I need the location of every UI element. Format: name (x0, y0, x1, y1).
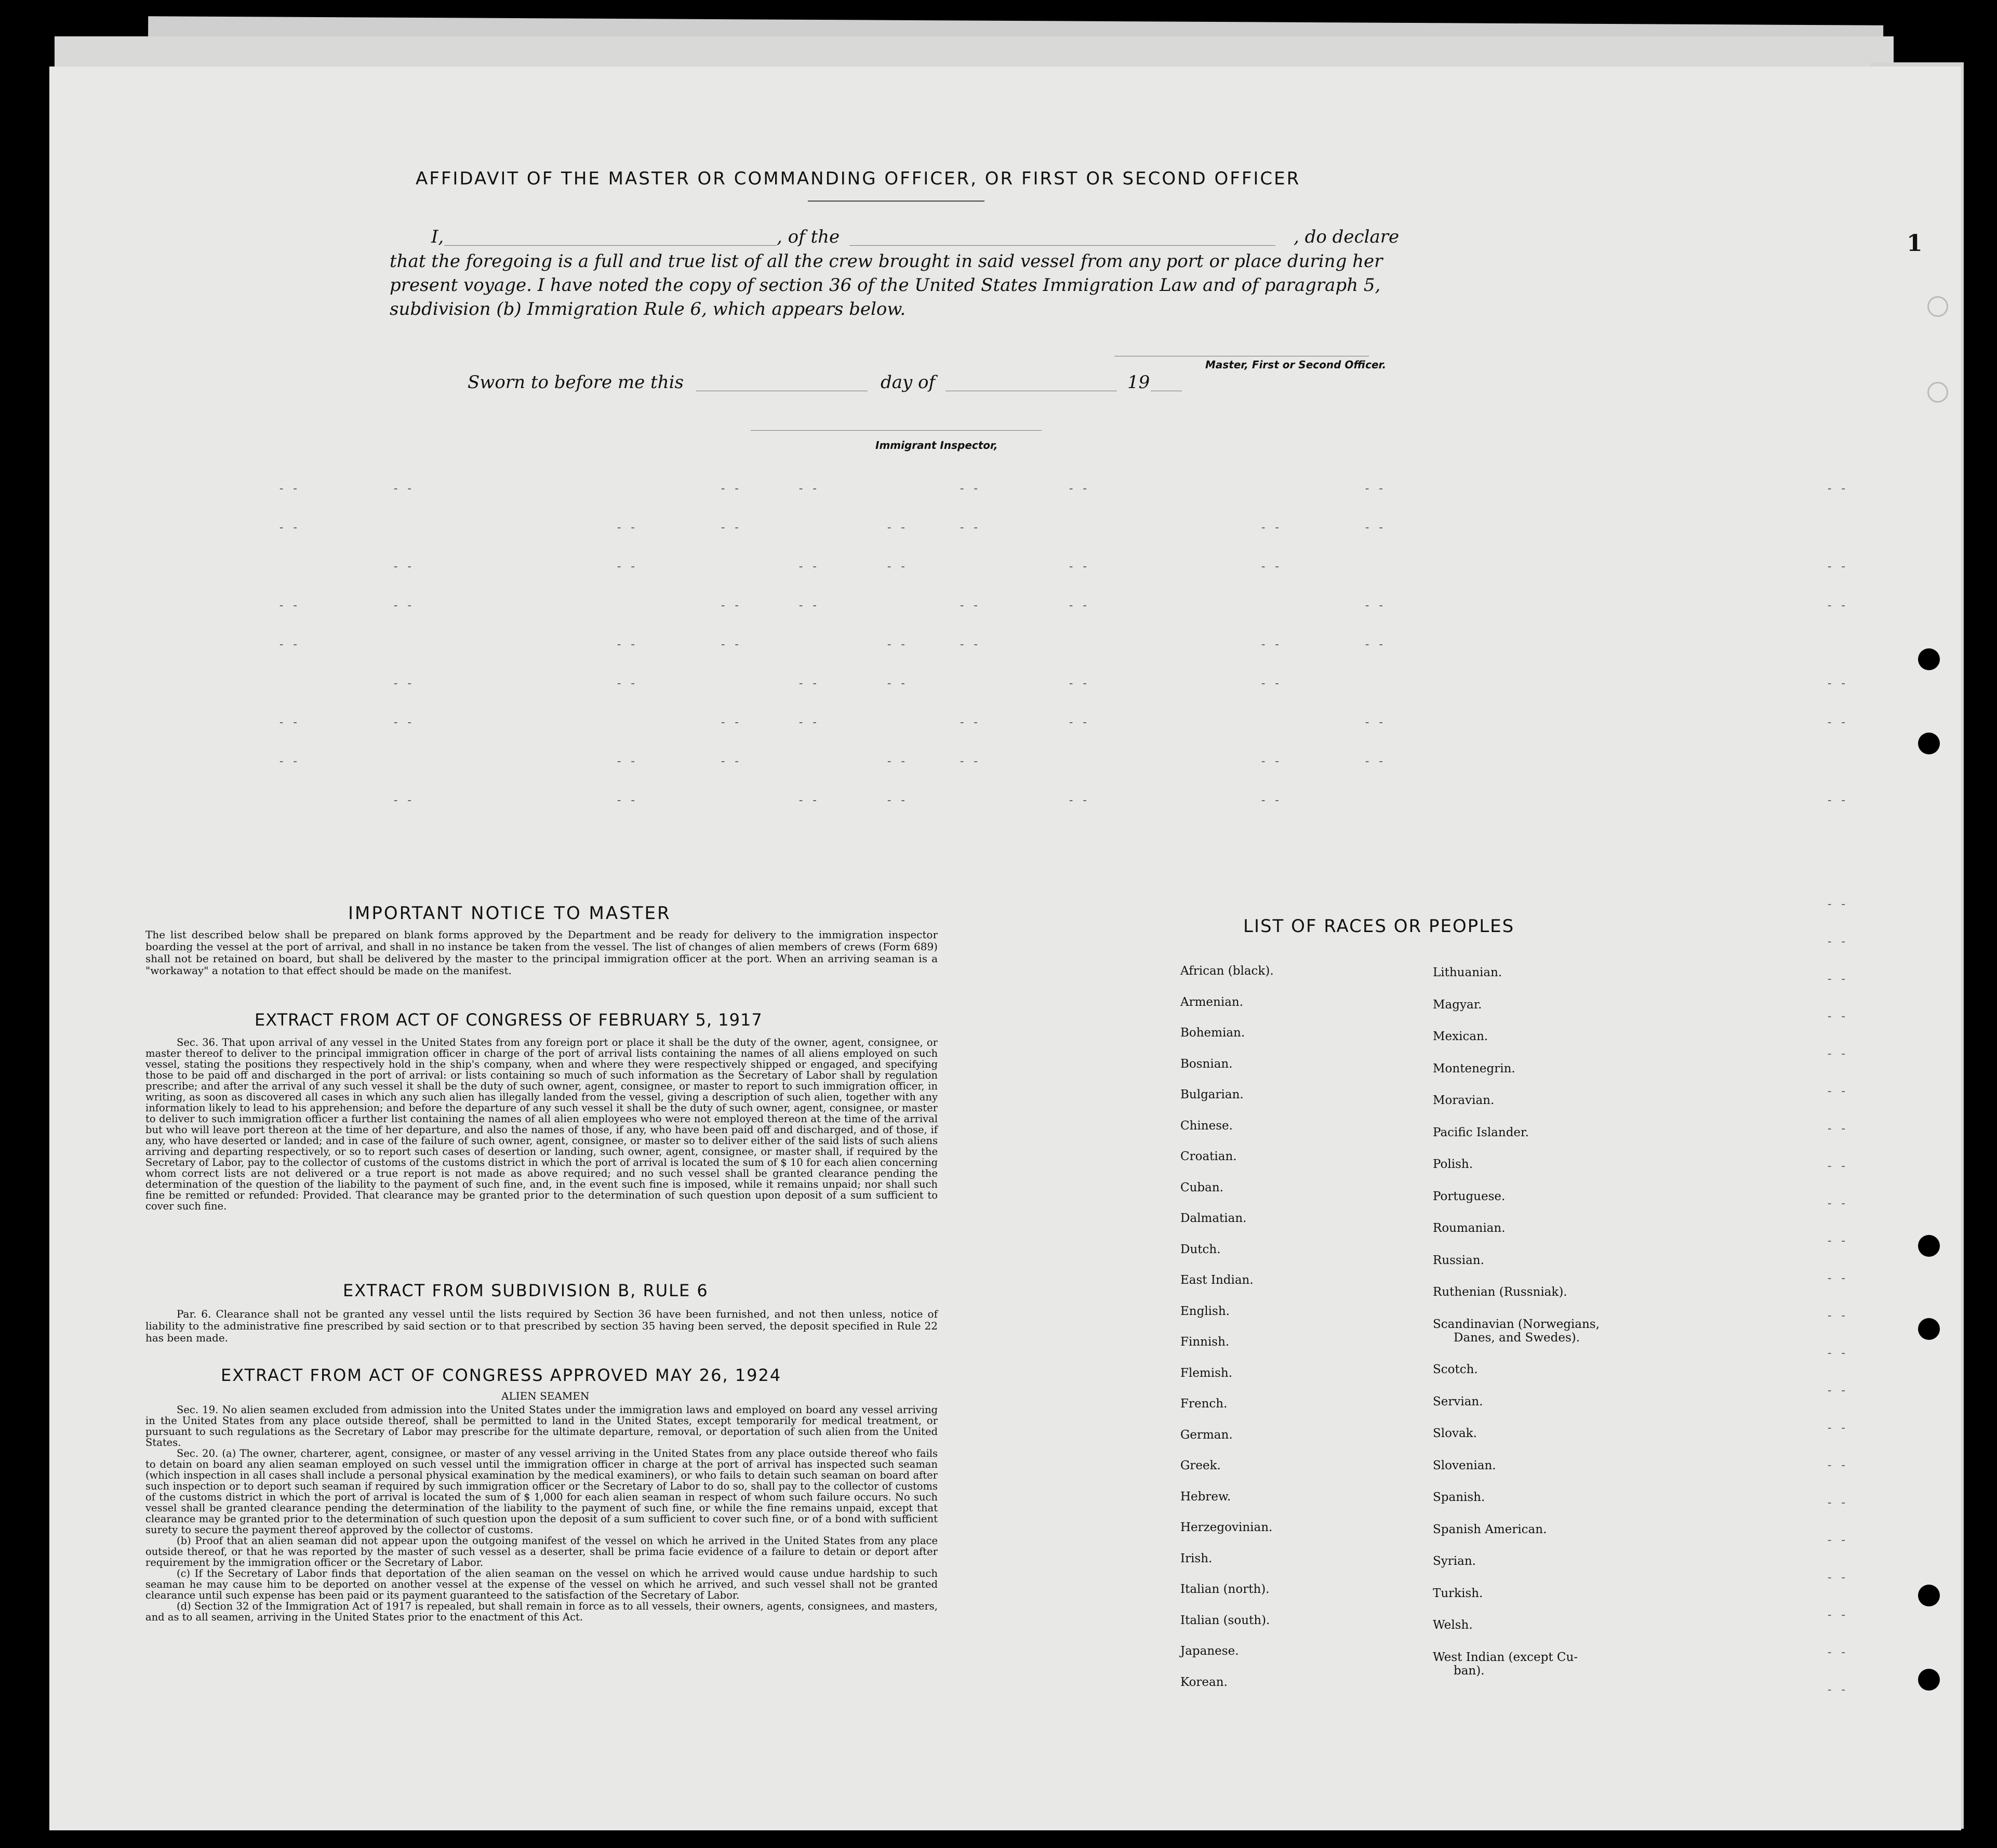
tick-mark: - - (1826, 898, 1847, 911)
tick-mark: - - (886, 677, 907, 690)
extract3-title: EXTRACT FROM ACT OF CONGRESS APPROVED MAY 26, 1924 (221, 1365, 782, 1385)
race-item: Japanese. (1180, 1644, 1239, 1658)
tick-mark: - - (1826, 935, 1847, 948)
race-item: Irish. (1180, 1551, 1213, 1565)
tick-mark: - - (1826, 1234, 1847, 1247)
tick-mark: - - (886, 560, 907, 573)
tick-mark: - - (616, 794, 636, 807)
tick-mark: - - (1364, 755, 1384, 768)
race-item: Armenian. (1180, 995, 1244, 1009)
tick-mark: - - (1364, 638, 1384, 651)
vessel-blank (849, 245, 1275, 246)
tick-mark: - - (1364, 482, 1384, 495)
tick-mark: - - (720, 638, 740, 651)
tick-mark: - - (278, 716, 299, 729)
race-item: Slovak. (1433, 1427, 1477, 1440)
form-sheet (49, 67, 1961, 1830)
race-item: East Indian. (1180, 1273, 1254, 1287)
tick-mark: - - (1826, 1122, 1847, 1135)
sec20d: (d) Section 32 of the Immigration Act of 1917 is repealed, but shall remain in force as to all vessels, their owners, agents, consignees, and masters, and as to all seamen, arriving in the United States prior to the enactment of this Act. (145, 1600, 938, 1623)
tick-mark: - - (720, 521, 740, 534)
tick-mark: - - (958, 716, 979, 729)
tick-mark: - - (886, 521, 907, 534)
tick-mark: - - (1826, 1010, 1847, 1023)
tick-mark: - - (1826, 1459, 1847, 1472)
race-item: Italian (north). (1180, 1583, 1270, 1596)
tick-mark: - - (1826, 1309, 1847, 1322)
race-item: Ruthenian (Russniak). (1433, 1285, 1567, 1299)
sec20c: (c) If the Secretary of Labor finds that deportation of the alien seaman on the vessel on which he arrived would cause undue hardship to such seaman he may cause him to be deported on another vessel at the expense of the vessel on which he arrived, and such vessel shall not be granted clearance until such expense has been paid or its payment guaranteed to the satisfaction of the Secretary of Labor. (145, 1567, 938, 1601)
sec20b: (b) Proof that an alien seaman did not appear upon the outgoing manifest of the vessel on which he arrived in the United States from any place outside thereof, or that he was reported by the master of such vessel as a deserter, shall be prima facie evidence of a failure to detain or deport after requirement by the immigration officer or the Secretary of Labor. (145, 1535, 938, 1568)
tick-mark: - - (1826, 677, 1847, 690)
tick-mark: - - (797, 794, 818, 807)
tick-mark: - - (886, 794, 907, 807)
tick-mark: - - (1826, 1384, 1847, 1397)
notice-body: The list described below shall be prepared on blank forms approved by the Department and be ready for delivery to the immigration inspector boarding the vessel at the port of arrival, and shall in no instance be taken from the vessel. The list of changes of alien members of crews (Form 689) shall not be retained on board, but shall be delivered by the master to the principal immigration officer at the port. When an arriving seaman is a "workaway" a notation to that effect should be made on the manifest. (145, 928, 938, 977)
tick-mark: - - (1068, 599, 1088, 612)
race-item: Scandinavian (Norwegians, (1433, 1317, 1600, 1331)
tick-mark: - - (797, 482, 818, 495)
tick-mark: - - (797, 677, 818, 690)
race-item: Spanish. (1433, 1491, 1485, 1504)
race-item: Mexican. (1433, 1030, 1488, 1043)
sworn-c: 19 (1127, 372, 1150, 393)
race-item: Korean. (1180, 1675, 1228, 1689)
tick-mark: - - (1826, 1085, 1847, 1098)
tick-mark: - - (1364, 521, 1384, 534)
race-item: English. (1180, 1304, 1230, 1318)
tick-mark: - - (720, 482, 740, 495)
tick-mark: - - (1260, 755, 1281, 768)
race-item: Bohemian. (1180, 1026, 1245, 1040)
affidavit-line4: subdivision (b) Immigration Rule 6, which appears below. (390, 299, 906, 320)
tick-mark: - - (1826, 1534, 1847, 1547)
tick-mark: - - (616, 560, 636, 573)
race-item: German. (1180, 1428, 1233, 1442)
corner-mark: 1 (1907, 230, 1923, 257)
tick-mark: - - (958, 755, 979, 768)
race-item: Montenegrin. (1433, 1061, 1515, 1075)
tick-mark: - - (958, 599, 979, 612)
race-item: Polish. (1433, 1158, 1473, 1171)
tick-mark: - - (797, 560, 818, 573)
race-item: Hebrew. (1180, 1490, 1231, 1504)
tick-mark: - - (1260, 638, 1281, 651)
tick-mark: - - (1826, 1646, 1847, 1659)
tick-mark: - - (1826, 482, 1847, 495)
tick-mark: - - (616, 677, 636, 690)
tick-mark: - - (1260, 560, 1281, 573)
sec19: Sec. 19. No alien seamen excluded from admission into the United States under the immigration laws and employed on board any vessel arriving in the United States from any place outside thereof, shall be permitted to land in the United States, except temporarily for medical treatment, or pursuant to such regulations as the Secretary of Labor may prescribe for the ultimate departure, removal, or deportation of such alien from the United States. (145, 1404, 938, 1448)
tick-mark: - - (1826, 1496, 1847, 1509)
sec20a: Sec. 20. (a) The owner, charterer, agent, consignee, or master of any vessel arriving in the United States from any place outside thereof who fails to detain on board any alien seaman employed on such vessel until the immigration officer in charge at the port of arrival has inspected such seaman (which inspection in all cases shall include a personal physical examination by the medical examiners), or who fails to detain such seaman on board after such inspection or to deport such seaman if required by such immigration officer or the Secretary of Labor to do so, shall pay to the collector of customs of the customs district in which the port of arrival is located the sum of $ 1,000 for each alien seaman in respect of whom such failure occurs. No such vessel shall be granted clearance pending the determination of the liability to the payment of such fine, or while the fine remains unpaid, except that clearance may be granted prior to the determination of such question upon the deposit of a sum sufficient to cover such fine, or of a bond with sufficient surety to secure the payment thereof approved by the collector of customs. (145, 1447, 938, 1536)
affidavit-line2: that the foregoing is a full and true list of all the crew brought in said vessel from any port or place during her (390, 251, 1383, 272)
punch-hole-2 (1918, 733, 1940, 754)
tick-mark: - - (797, 599, 818, 612)
races-title: LIST OF RACES OR PEOPLES (1243, 916, 1515, 937)
race-item: Moravian. (1433, 1094, 1495, 1107)
ring-hole-2 (1927, 382, 1948, 403)
tick-mark: - - (278, 638, 299, 651)
tick-mark: - - (1068, 794, 1088, 807)
extract3-subtitle: ALIEN SEAMEN (501, 1390, 590, 1402)
tick-mark: - - (392, 599, 413, 612)
tick-mark: - - (1068, 482, 1088, 495)
tick-mark: - - (392, 677, 413, 690)
sworn-a: Sworn to before me this (468, 372, 684, 393)
race-item: Russian. (1433, 1253, 1484, 1267)
tick-mark: - - (1826, 599, 1847, 612)
tick-mark: - - (720, 755, 740, 768)
affidavit-line1-b: , of the (777, 227, 840, 247)
tick-mark: - - (1068, 716, 1088, 729)
tick-mark: - - (1826, 1047, 1847, 1060)
race-item: Croatian. (1180, 1150, 1237, 1163)
tick-mark: - - (278, 521, 299, 534)
tick-mark: - - (1260, 521, 1281, 534)
tick-mark: - - (1364, 599, 1384, 612)
race-item: Finnish. (1180, 1335, 1230, 1349)
tick-mark: - - (958, 482, 979, 495)
tick-mark: - - (1826, 1197, 1847, 1210)
race-item: Turkish. (1433, 1586, 1483, 1600)
inspector-line (751, 430, 1042, 431)
tick-mark: - - (1826, 1608, 1847, 1621)
extract2-title: EXTRACT FROM SUBDIVISION B, RULE 6 (343, 1281, 709, 1300)
race-item: Dalmatian. (1180, 1212, 1247, 1225)
race-item: ban). (1454, 1664, 1485, 1678)
tick-mark: - - (392, 716, 413, 729)
race-item: Cuban. (1180, 1180, 1223, 1194)
race-item: West Indian (except Cu- (1433, 1650, 1578, 1664)
race-item: African (black). (1180, 964, 1274, 978)
race-item: Lithuanian. (1433, 966, 1502, 979)
tick-mark: - - (1068, 560, 1088, 573)
race-item: Herzegovinian. (1180, 1521, 1273, 1534)
race-item: Roumanian. (1433, 1221, 1506, 1235)
tick-mark: - - (1826, 794, 1847, 807)
race-item: French. (1180, 1397, 1228, 1411)
race-item: Italian (south). (1180, 1613, 1270, 1627)
tick-mark: - - (1260, 677, 1281, 690)
punch-hole-5 (1918, 1585, 1940, 1606)
tick-mark: - - (1364, 716, 1384, 729)
tick-mark: - - (958, 521, 979, 534)
ring-hole-1 (1927, 296, 1948, 317)
extract3-body (145, 1404, 938, 1623)
tick-mark: - - (278, 482, 299, 495)
race-item: Scotch. (1433, 1363, 1478, 1376)
name-blank (444, 245, 777, 246)
punch-hole-6 (1918, 1669, 1940, 1691)
race-item: Greek. (1180, 1459, 1221, 1472)
tick-mark: - - (1826, 1272, 1847, 1285)
tick-mark: - - (278, 599, 299, 612)
race-item: Danes, and Swedes). (1454, 1331, 1580, 1345)
tick-mark: - - (720, 716, 740, 729)
punch-hole-4 (1918, 1318, 1940, 1340)
tick-mark: - - (1826, 1571, 1847, 1584)
tick-mark: - - (1826, 1683, 1847, 1696)
affidavit-line1-a: I, (431, 227, 444, 247)
notice-title: IMPORTANT NOTICE TO MASTER (348, 903, 671, 924)
affidavit-line1-c: , do declare (1294, 227, 1400, 247)
tick-mark: - - (1068, 677, 1088, 690)
tick-mark: - - (1826, 560, 1847, 573)
race-item: Dutch. (1180, 1242, 1221, 1256)
race-item: Portuguese. (1433, 1189, 1506, 1203)
tick-mark: - - (1826, 1347, 1847, 1360)
race-item: Servian. (1433, 1394, 1483, 1408)
tick-mark: - - (616, 521, 636, 534)
tick-mark: - - (1260, 794, 1281, 807)
extract1-body: Sec. 36. That upon arrival of any vessel in the United States from any foreign port or place it shall be the duty of the owner, agent, consignee, or master thereof to deliver to the principal immigration officer in charge of the port of arrival lists containing the names of all aliens employed on such vessel, stating the positions they respectively hold in the ship's company, when and where they were respectively shipped or engaged, and specifying those to be paid off and discharged in the port of arrival: or lists containing so much of such information as the Secretary of Labor shall by regulation prescribe; and after the arrival of any such vessel it shall be the duty of such owner, agent, consignee, or master to report to such immigration officer, in writing, as soon as discovered all cases in which any such alien has illegally landed from the vessel, giving a description of such alien, together with any information likely to lead to his apprehension; and before the departure of any such vessel it shall be the duty of such owner, agent, consignee, or master to deliver to such immigration officer a further list containing the names of all alien employees who were not employed thereon at the time of the arrival but who will leave port thereon at the time of her departure, and also the names of those, if any, who have been paid off and discharged, and of those, if any, who have deserted or landed; and in case of the failure of such owner, agent, consignee, or master so to deliver either of the said lists of such aliens arriving and departing respectively, or so to report such cases of desertion or landing, such owner, agent, consignee, or master shall, if required by the Secretary of Labor, pay to the collector of customs of the customs district in which the port of arrival is located the sum of $ 10 for each alien concerning whom correct lists are not delivered or a true report is not made as above required; and no such vessel shall be granted clearance pending the determination of the question of the liability to the payment of such fine, and, in the event such fine is imposed, while it remains unpaid; nor shall such fine be remitted or refunded: Provided. That clearance may be granted prior to the determination of such question upon deposit of a sum sufficient to cover such fine. (145, 1036, 938, 1212)
race-item: Flemish. (1180, 1366, 1233, 1380)
punch-hole-1 (1918, 648, 1940, 670)
tick-mark: - - (720, 599, 740, 612)
race-item: Pacific Islander. (1433, 1125, 1529, 1139)
affidavit-title: AFFIDAVIT OF THE MASTER OR COMMANDING OFFICER, OR FIRST OR SECOND OFFICER (416, 168, 1301, 189)
extract1-title: EXTRACT FROM ACT OF CONGRESS OF FEBRUARY 5, 1917 (255, 1010, 763, 1030)
tick-mark: - - (1826, 1421, 1847, 1434)
tick-mark: - - (392, 482, 413, 495)
race-item: Magyar. (1433, 998, 1482, 1012)
inspector-caption: Immigrant Inspector, (875, 439, 998, 451)
tick-mark: - - (797, 716, 818, 729)
extract2-body: Par. 6. Clearance shall not be granted any vessel until the lists required by Section 36 have been furnished, and not then unless, notice of liability to the administrative fine prescribed by said section or to that prescribed by section 35 having been served, the deposit specified in Rule 22 has been made. (145, 1308, 938, 1344)
tick-mark: - - (1826, 1160, 1847, 1173)
tick-mark: - - (886, 638, 907, 651)
title-underline (808, 201, 984, 202)
tick-mark: - - (886, 755, 907, 768)
race-item: Chinese. (1180, 1119, 1233, 1133)
tick-mark: - - (616, 755, 636, 768)
race-item: Syrian. (1433, 1554, 1476, 1568)
race-item: Bulgarian. (1180, 1088, 1244, 1101)
tick-mark: - - (1826, 716, 1847, 729)
punch-hole-3 (1918, 1235, 1940, 1257)
tick-mark: - - (392, 794, 413, 807)
affidavit-line3: present voyage. I have noted the copy of section 36 of the United States Immigration Law and of paragraph 5, (390, 275, 1381, 296)
tick-mark: - - (1826, 973, 1847, 986)
tick-mark: - - (278, 755, 299, 768)
race-item: Bosnian. (1180, 1057, 1233, 1071)
tick-mark: - - (392, 560, 413, 573)
tick-mark: - - (958, 638, 979, 651)
race-item: Spanish American. (1433, 1522, 1547, 1536)
sworn-b: day of (881, 372, 936, 393)
signature-caption: Master, First or Second Officer. (1205, 358, 1387, 371)
race-item: Slovenian. (1433, 1458, 1496, 1472)
race-item: Welsh. (1433, 1618, 1473, 1632)
tick-mark: - - (616, 638, 636, 651)
